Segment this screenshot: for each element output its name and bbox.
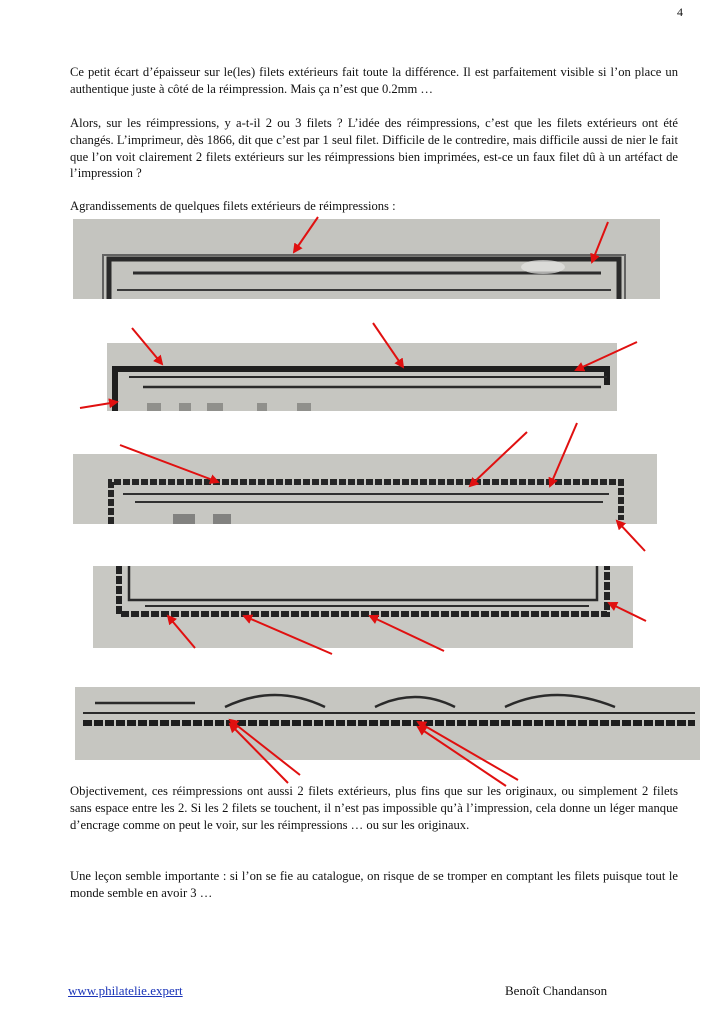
arrow [609,603,646,621]
arrow [230,724,288,783]
arrow [418,727,506,786]
arrow [370,616,444,651]
paragraph-conclusion: Objectivement, ces réimpressions ont aussi 2 filets extérieurs, plus fins que sur les originaux, ou simplement 2 filets sans espace entre les 2. Si les 2 filets se touchent, il n’est pas impossible qu’à l’impression, cela donne un léger manque d’encrage comme on peut le voir, sur les réimpressions … ou sur les originaux. [70,784,678,832]
page-number: 4 [677,5,683,19]
arrow [132,328,162,364]
paragraph-2: Alors, sur les réimpressions, y a-t-il 2 ou 3 filets ? L’idée des réimpressions, c’est que les filets extérieurs ont été changés. L’imprimeur, dès 1866, dit que c’est par 1 seul filet. Difficile de le contredire, mais difficile aussi de nier le fait que l’on voit clairement 2 filets extérieurs sur les réimpressions bien imprimées, est-ce un faux filet dû à un artéfact de l’impression ? [70,116,678,181]
arrow [294,217,318,252]
arrow [617,521,645,551]
arrow [80,402,117,408]
arrow [244,616,332,654]
arrow [576,342,637,370]
arrow [550,423,577,486]
arrow [120,445,218,482]
footer-website-link[interactable]: www.philatelie.expert [68,983,183,998]
paragraph-lesson: Une leçon semble importante : si l’on se fie au catalogue, on risque de se tromper en comptant les filets puisque tout le monde semble en avoir 3 … [70,869,678,900]
arrow [168,616,195,648]
arrow [592,222,608,262]
arrow [418,722,518,780]
paragraph-1: Ce petit écart d’épaisseur sur le(les) filets extérieurs fait toute la différence. Il est parfaitement visible si l’on place un authentique juste à côté de la réimpression. Mais ça n’est que 0.2mm … [70,65,678,96]
footer-author: Benoît Chandanson [505,983,608,998]
arrow [470,432,527,486]
arrow [230,720,300,775]
caption-enlargements: Agrandissements de quelques filets extérieurs de réimpressions : [70,199,396,213]
arrow [373,323,403,367]
